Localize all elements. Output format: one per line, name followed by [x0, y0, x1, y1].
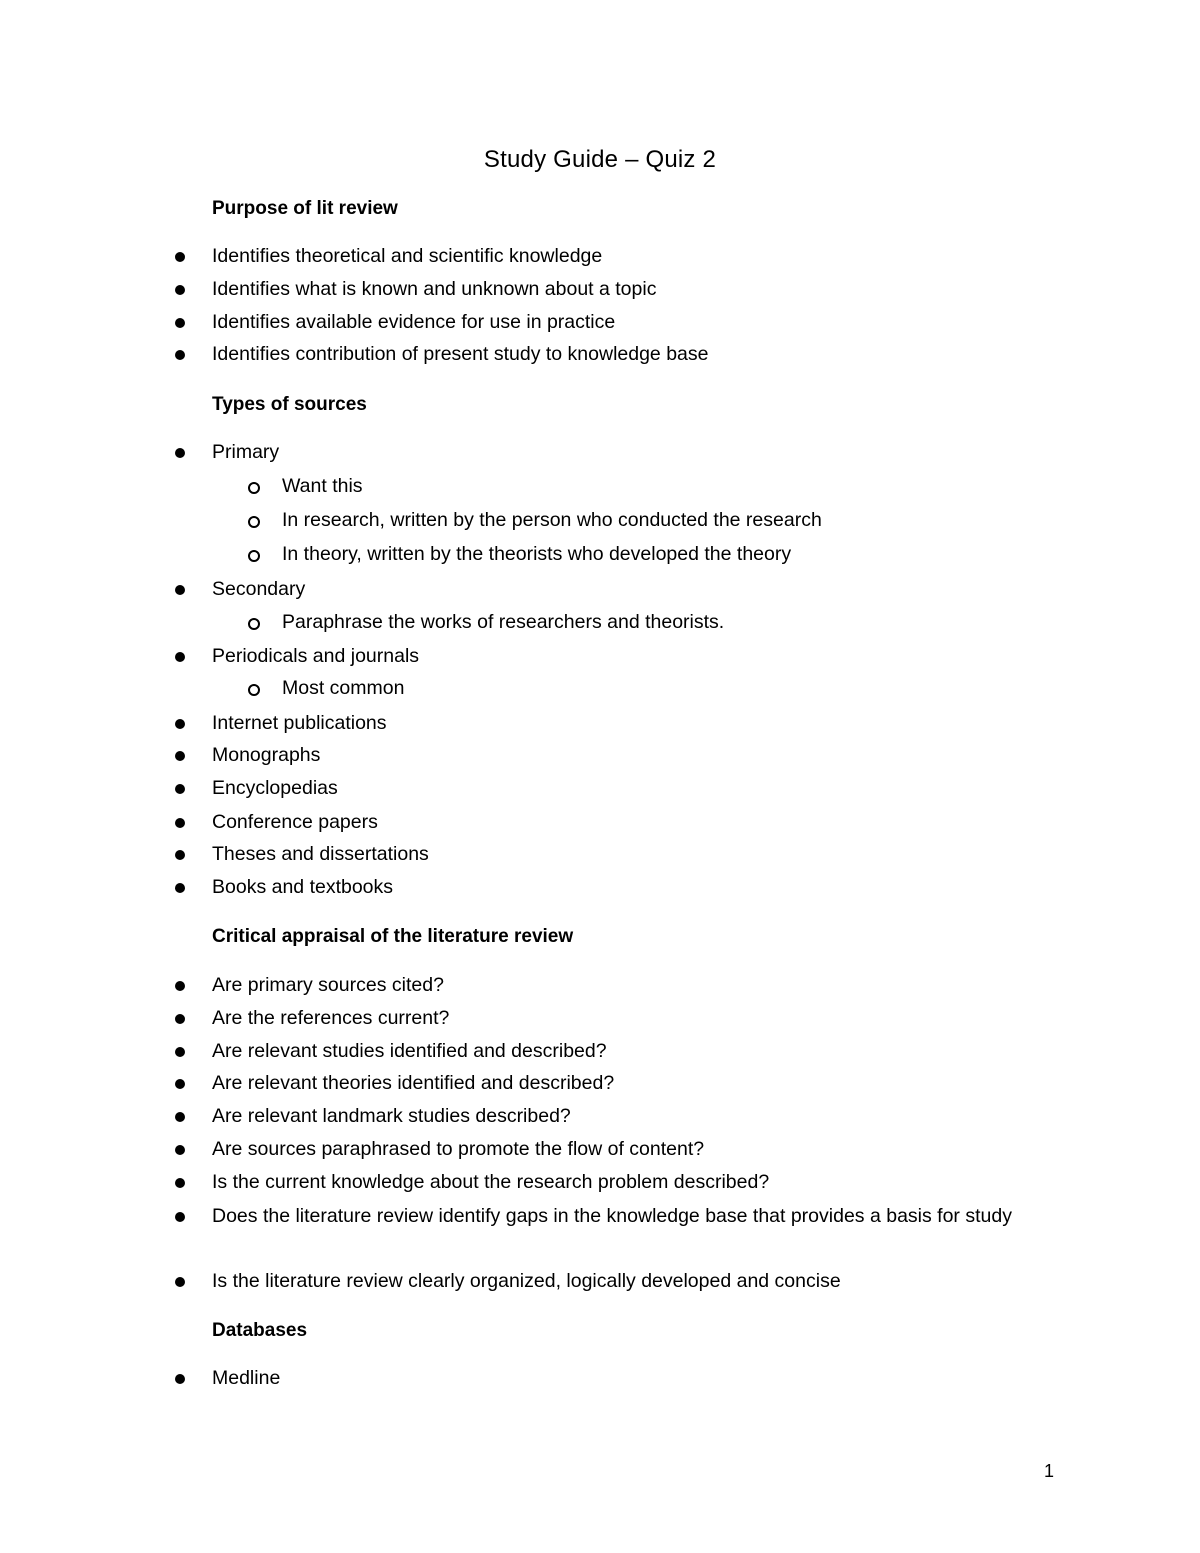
list-item: Conference papers [212, 811, 378, 833]
page-number: 1 [1044, 1461, 1055, 1481]
list-item: Is the current knowledge about the research problem described? [212, 1171, 770, 1193]
bullet-icon [175, 818, 185, 828]
list-item: Periodicals and journals [212, 645, 420, 667]
list-item: Identifies theoretical and scientific knowledge [212, 245, 603, 267]
section-heading-types-of-sources: Types of sources [212, 394, 367, 415]
list-item: Identifies available evidence for use in practice [212, 311, 616, 333]
sub-bullet-icon [248, 482, 260, 494]
bullet-icon [175, 350, 185, 360]
bullet-icon [175, 652, 185, 662]
list-item: Monographs [212, 744, 321, 766]
bullet-icon [175, 1047, 185, 1057]
list-item: Are relevant theories identified and described? [212, 1072, 615, 1094]
list-item: Is the literature review clearly organized, logically developed and concise [212, 1270, 841, 1292]
list-item: Primary [212, 441, 280, 463]
list-item: Are the references current? [212, 1007, 450, 1029]
bullet-icon [175, 1112, 185, 1122]
list-item: Internet publications [212, 712, 387, 734]
page-title: Study Guide – Quiz 2 [483, 146, 717, 173]
list-item: Medline [212, 1367, 281, 1389]
bullet-icon [175, 318, 185, 328]
bullet-icon [175, 585, 185, 595]
list-item: Identifies what is known and unknown about a topic [212, 278, 657, 300]
bullet-icon [175, 1277, 185, 1287]
bullet-icon [175, 784, 185, 794]
list-item: Theses and dissertations [212, 843, 429, 865]
bullet-icon [175, 1178, 185, 1188]
list-item: Secondary [212, 578, 306, 600]
bullet-icon [175, 285, 185, 295]
sub-list-item: Want this [282, 475, 363, 497]
bullet-icon [175, 751, 185, 761]
bullet-icon [175, 1079, 185, 1089]
bullet-icon [175, 1014, 185, 1024]
list-item: Encyclopedias [212, 777, 338, 799]
list-item: Books and textbooks [212, 876, 394, 898]
bullet-icon [175, 1145, 185, 1155]
sub-bullet-icon [248, 684, 260, 696]
bullet-icon [175, 981, 185, 991]
sub-list-item: Paraphrase the works of researchers and theorists. [282, 611, 725, 633]
sub-list-item: In theory, written by the theorists who developed the theory [282, 543, 792, 565]
bullet-icon [175, 883, 185, 893]
sub-list-item: In research, written by the person who conducted the research [282, 509, 822, 531]
bullet-icon [175, 252, 185, 262]
bullet-icon [175, 448, 185, 458]
sub-bullet-icon [248, 516, 260, 528]
section-heading-purpose: Purpose of lit review [212, 198, 398, 219]
sub-bullet-icon [248, 618, 260, 630]
list-item: Does the literature review identify gaps in the knowledge base that provides a basis for study [212, 1205, 1012, 1227]
list-item: Are relevant studies identified and described? [212, 1040, 607, 1062]
section-heading-databases: Databases [212, 1320, 308, 1341]
list-item: Are sources paraphrased to promote the flow of content? [212, 1138, 705, 1160]
sub-list-item: Most common [282, 677, 405, 699]
section-heading-critical-appraisal: Critical appraisal of the literature review [212, 926, 574, 947]
bullet-icon [175, 850, 185, 860]
bullet-icon [175, 719, 185, 729]
list-item: Are relevant landmark studies described? [212, 1105, 571, 1127]
list-item: Are primary sources cited? [212, 974, 444, 996]
bullet-icon [175, 1374, 185, 1384]
sub-bullet-icon [248, 550, 260, 562]
bullet-icon [175, 1212, 185, 1222]
list-item: Identifies contribution of present study to knowledge base [212, 343, 709, 365]
